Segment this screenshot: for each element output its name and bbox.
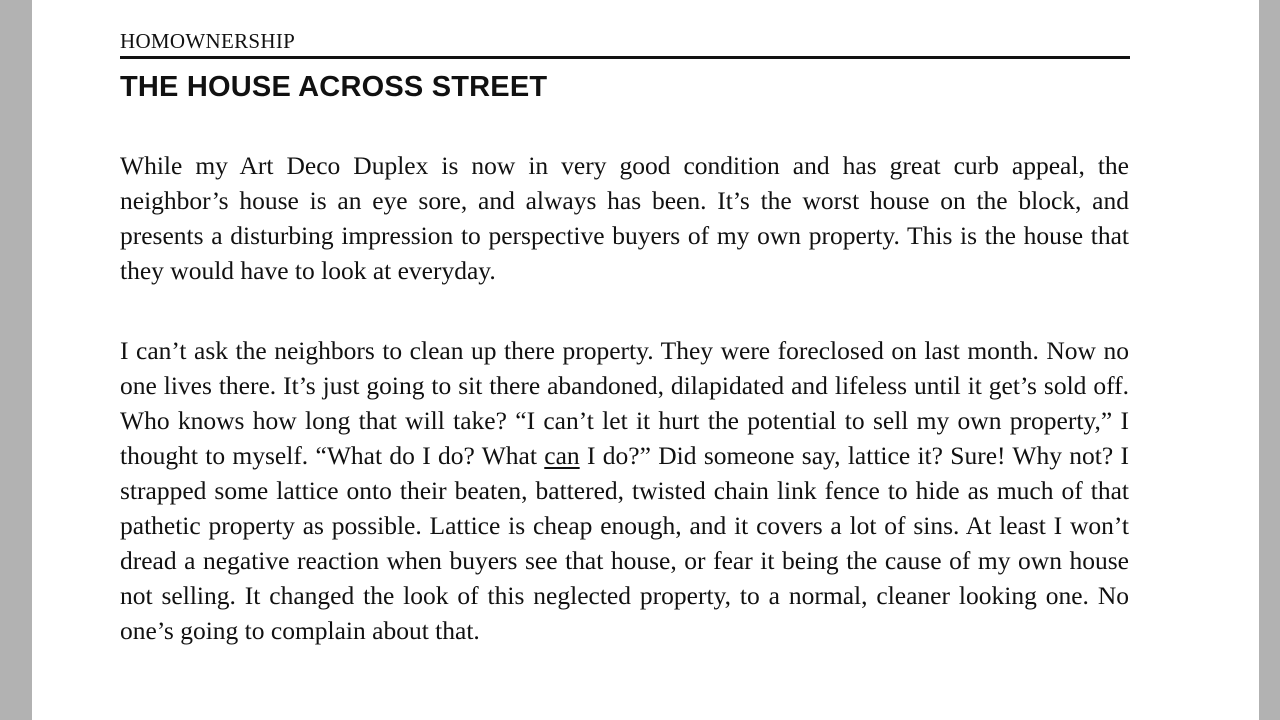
section-label: HOMOWNERSHIP — [120, 29, 296, 53]
document-page — [32, 0, 1259, 720]
paragraph-2-text-start: I can’t ask the neighbors to clean up there property. They were foreclosed on last month. Now no one lives there. It’s just going to sit there abandoned, dilapidated and lifeless until it get’s sold off. Who knows how long that will take? “I can’t let it hurt the potential to sell my own property,” I thought to myself. “What do I do? What — [120, 336, 1129, 470]
paragraph-1: While my Art Deco Duplex is now in very good condition and has great curb appeal, the neighbor’s house is an eye sore, and always has been. It’s the worst house on the block, and presents a disturbing impression to perspective buyers of my own property. This is the house that they would have to look at everyday. — [120, 151, 1129, 285]
article-title: THE HOUSE ACROSS STREET — [120, 71, 548, 103]
paragraph-2 — [120, 333, 1129, 648]
underlined-word: can — [544, 441, 580, 470]
paragraph-2-text-end: I do?” Did someone say, lattice it? Sure! Why not? I strapped some lattice onto their beaten, battered, twisted chain link fence to hide as much of that pathetic property as possible. Lattice is cheap enough, and it covers a lot of sins. At least I won’t dread a negative reaction when buyers see that house, or fear it being the cause of my own house not selling. It changed the look of this neglected property, to a normal, cleaner looking one. No one’s going to complain about that. — [120, 441, 1129, 645]
page-content — [120, 28, 1129, 648]
header-rule — [120, 56, 1130, 59]
